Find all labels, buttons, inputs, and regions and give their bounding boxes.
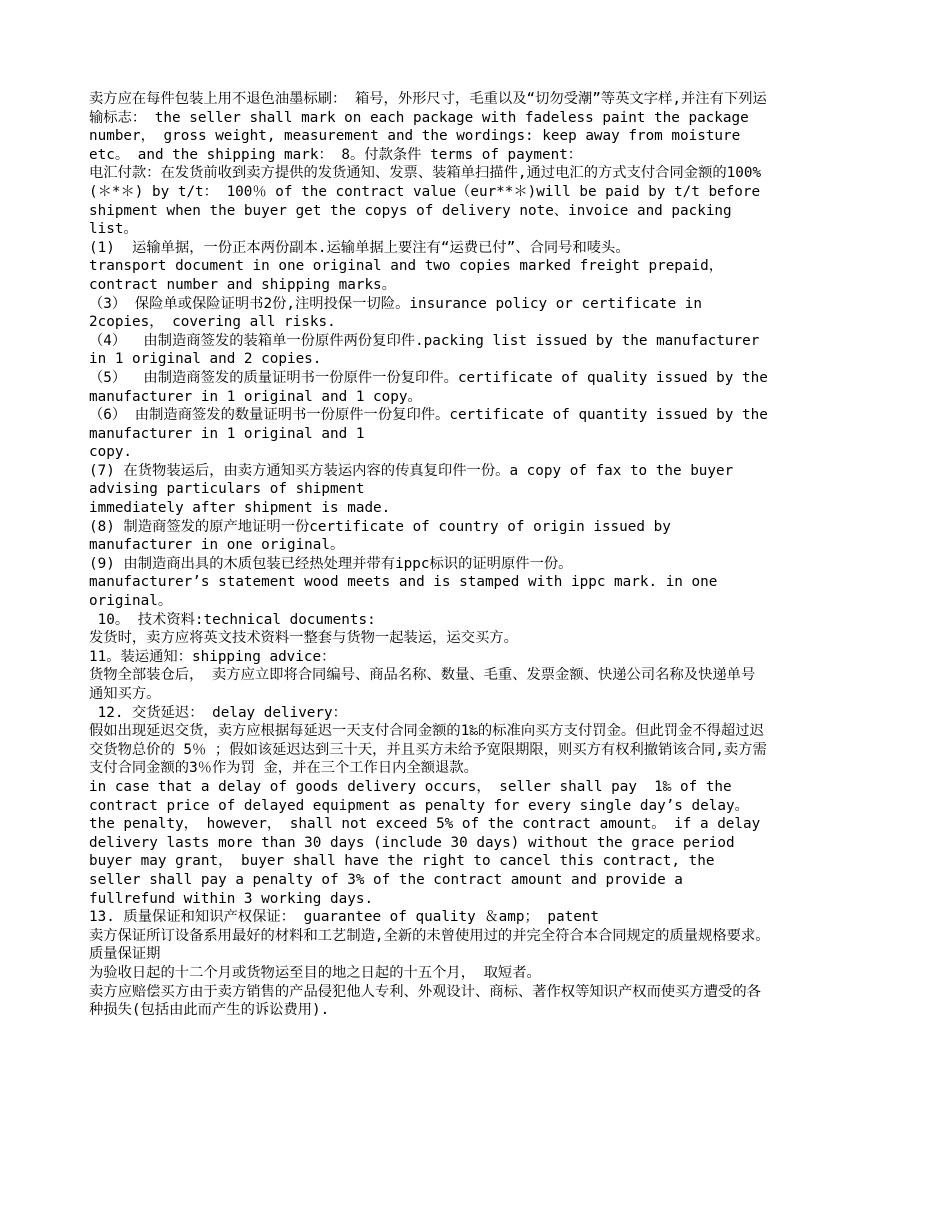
text-line: manufacturer in 1 original and 1 xyxy=(89,425,365,442)
text-line: contract price of delayed equipment as penalty for every single day’s delay。 xyxy=(89,797,749,814)
text-line: (9) 由制造商出具的木质包装已经热处理并带有ippc标识的证明原件一份。 xyxy=(89,555,573,572)
text-line: 发货时，卖方应将英文技术资料一整套与货物一起装运，运交买方。 xyxy=(89,630,518,647)
text-line: 13. 质量保证和知识产权保证： guarantee of quality ＆amp； patent xyxy=(89,909,600,926)
text-line: buyer may grant， buyer shall have the right to cancel this contract, the xyxy=(89,853,715,870)
text-line: (8) 制造商签发的原产地证明一份certificate of country of origin issued by xyxy=(89,518,671,535)
text-line: 卖方应在每件包装上用不退色油墨标刷： 箱号，外形尺寸，毛重以及“切勿受潮”等英文字样,并注有下列运 xyxy=(89,91,767,107)
text-line: 11。装运通知：shipping advice： xyxy=(89,648,336,665)
text-line: （5） 由制造商签发的质量证明书一份原件一份复印件。certificate of quality issued by the xyxy=(89,369,768,386)
text-line: advising particulars of shipment xyxy=(89,481,365,498)
text-line: (1) 运输单据，一份正本两份副本.运输单据上要注有“运费已付”、合同号和唛头。 xyxy=(89,239,630,256)
text-line: delivery lasts more than 30 days (include 30 days) without the grace period xyxy=(89,834,735,851)
text-line: 支付合同金额的3％作为罚 金，并在三个工作日内全额退款。 xyxy=(89,760,478,777)
text-line: manufacturer’s statement wood meets and is stamped with ippc mark. in one xyxy=(89,574,718,591)
text-line: copy. xyxy=(89,444,133,461)
text-line: manufacturer in 1 original and 1 copy。 xyxy=(89,388,422,405)
text-line: 种损失(包括由此而产生的诉讼费用). xyxy=(89,1002,330,1019)
text-line: 2copies， covering all risks. xyxy=(89,314,336,331)
text-line: 通知买方。 xyxy=(89,686,161,702)
text-line: 假如出现延迟交货，卖方应根据每延迟一天支付合同金额的1‰的标准向买方支付罚金。但此罚金不得超过迟 xyxy=(89,723,764,740)
text-line: 10。 技术资料:technical documents: xyxy=(89,611,376,628)
text-line: shipment when the buyer get the copys of delivery note、invoice and packing xyxy=(89,202,732,219)
text-line: 货物全部装仓后， 卖方应立即将合同编号、商品名称、数量、毛重、发票金额、快递公司名称及快递单号 xyxy=(89,667,756,684)
text-line: 电汇付款：在发货前收到卖方提供的发货通知、发票、装箱单扫描件,通过电汇的方式支付合同金额的100% xyxy=(89,165,762,182)
text-line: (＊*＊) by t/t： 100％ of the contract value（eur**＊)will be paid by t/t before xyxy=(89,183,761,200)
text-line: list。 xyxy=(89,221,138,238)
text-line: in 1 original and 2 copies. xyxy=(89,351,322,368)
text-line: 交货物总价的 5％ ；假如该延迟达到三十天，并且买方未给予宽限期限，则买方有权利撤销该合同,卖方需 xyxy=(89,741,767,758)
text-line: 卖方保证所订设备系用最好的材料和工艺制造,全新的未曾使用过的并完全符合本合同规定的质量规格要求。 xyxy=(89,927,770,944)
text-line: contract number and shipping marks。 xyxy=(89,276,396,293)
text-line: original。 xyxy=(89,593,173,610)
text-line: (7) 在货物装运后，由卖方通知买方装运内容的传真复印件一份。a copy of fax to the buyer xyxy=(89,462,734,479)
document-body xyxy=(89,90,864,1020)
text-line: in case that a delay of goods delivery occurs， seller shall pay 1‰ of the xyxy=(89,778,732,795)
text-line: （4） 由制造商签发的装箱单一份原件两份复印件.packing list issued by the manufacturer xyxy=(89,332,760,349)
text-line: fullrefund within 3 working days. xyxy=(89,890,374,907)
text-line: 为验收日起的十二个月或货物运至目的地之日起的十五个月， 取短者。 xyxy=(89,964,541,981)
text-line: the penalty， however， shall not exceed 5% of the contract amount。 if a delay xyxy=(89,816,761,833)
text-line: seller shall pay a penalty of 3% of the contract amount and provide a xyxy=(89,871,683,888)
text-line: 输标志： the seller shall mark on each package with fadeless paint the package xyxy=(89,109,749,126)
text-line: etc。 and the shipping mark： 8。付款条件 terms of payment： xyxy=(89,146,583,163)
text-line: 质量保证期 xyxy=(89,946,161,963)
text-line: transport document in one original and two copies marked freight prepaid， xyxy=(89,258,724,275)
text-line: 12. 交货延迟： delay delivery： xyxy=(89,704,347,721)
text-line: （6） 由制造商签发的数量证明书一份原件一份复印件。certificate of quantity issued by the xyxy=(89,407,768,424)
text-line: 卖方应赔偿买方由于卖方销售的产品侵犯他人专利、外观设计、商标、著作权等知识产权而使买方遭受的各 xyxy=(89,983,761,1000)
text-line: manufacturer in one original。 xyxy=(89,537,345,554)
text-line: （3） 保险单或保险证明书2份,注明投保一切险。insurance policy or certificate in xyxy=(89,295,703,312)
text-line: immediately after shipment is made. xyxy=(89,500,391,517)
text-line: number， gross weight, measurement and the wordings: keep away from moisture xyxy=(89,128,741,145)
